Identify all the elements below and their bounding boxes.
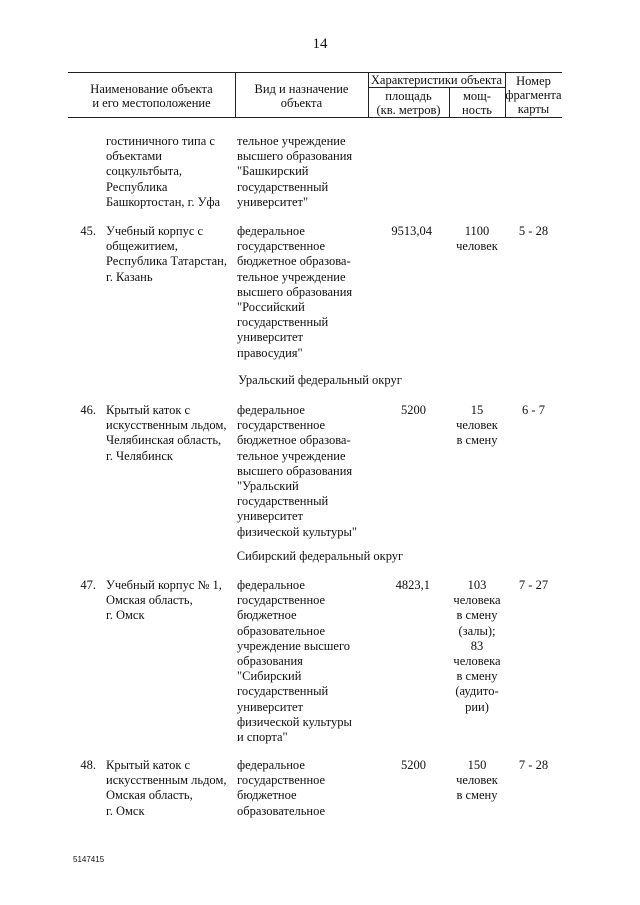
district-heading: Уральский федеральный округ [238,373,402,387]
district-heading: Сибирский федеральный округ [236,549,404,563]
row-name: Крытый каток с искусственным льдом, Челябинская область, г. Челябинск [106,403,227,463]
row-fragment: 7 - 27 [518,578,549,592]
document-code: 5147415 [73,855,105,864]
row-name: Учебный корпус № 1, Омская область, г. Омск [106,578,222,623]
row-area: 4823,1 [395,578,430,592]
header-type: Вид и назначение объекта [254,82,349,110]
row-number: 45. [80,224,96,238]
row-type: федеральное государственное бюджетное образовательное учреждение высшего образования "Сибирский государственный университет физической культуры и спорта" [237,578,352,745]
row-type: федеральное государственное бюджетное образовательное [237,758,326,818]
header-sub-rule [368,87,505,88]
row-area: 5200 [401,758,426,772]
row-area: 5200 [401,403,426,417]
row-name: гостиничного типа с объектами соцкультбыта, Республика Башкортостан, г. Уфа [106,134,221,209]
header-bottom-rule [68,117,562,118]
header-fragment: Номер фрагмента карты [505,74,562,116]
row-number: 47. [80,578,96,592]
row-capacity: 150 человек в смену [456,758,498,803]
row-fragment: 5 - 28 [518,224,549,238]
page-number: 14 [312,36,328,52]
header-characteristics: Характеристики объекта [370,73,503,87]
row-area: 9513,04 [391,224,432,238]
row-number: 46. [80,403,96,417]
row-name: Крытый каток с искусственным льдом, Омская область, г. Омск [106,758,227,818]
row-fragment: 6 - 7 [522,403,545,417]
row-capacity: 103 человека в смену (залы); 83 человека в смену (аудито- рии) [453,578,501,714]
header-area: площадь (кв. метров) [376,89,441,117]
row-type: федеральное государственное бюджетное образова- тельное учреждение высшего образования "Уральский государственный университет физической культуры" [237,403,357,539]
header-capacity: мощ- ность [462,89,492,117]
row-capacity: 15 человек в смену [456,403,498,448]
header-name: Наименование объекта и его местоположение [90,82,213,110]
row-capacity: 1100 человек [456,224,498,254]
row-number: 48. [80,758,96,772]
row-type: федеральное государственное бюджетное образова- тельное учреждение высшего образования "Российский государственный университет правосудия" [237,224,353,360]
row-fragment: 7 - 28 [518,758,549,772]
row-type: тельное учреждение высшего образования "Башкирский государственный университет" [237,134,353,209]
row-name: Учебный корпус с общежитием, Республика Татарстан, г. Казань [106,224,227,284]
